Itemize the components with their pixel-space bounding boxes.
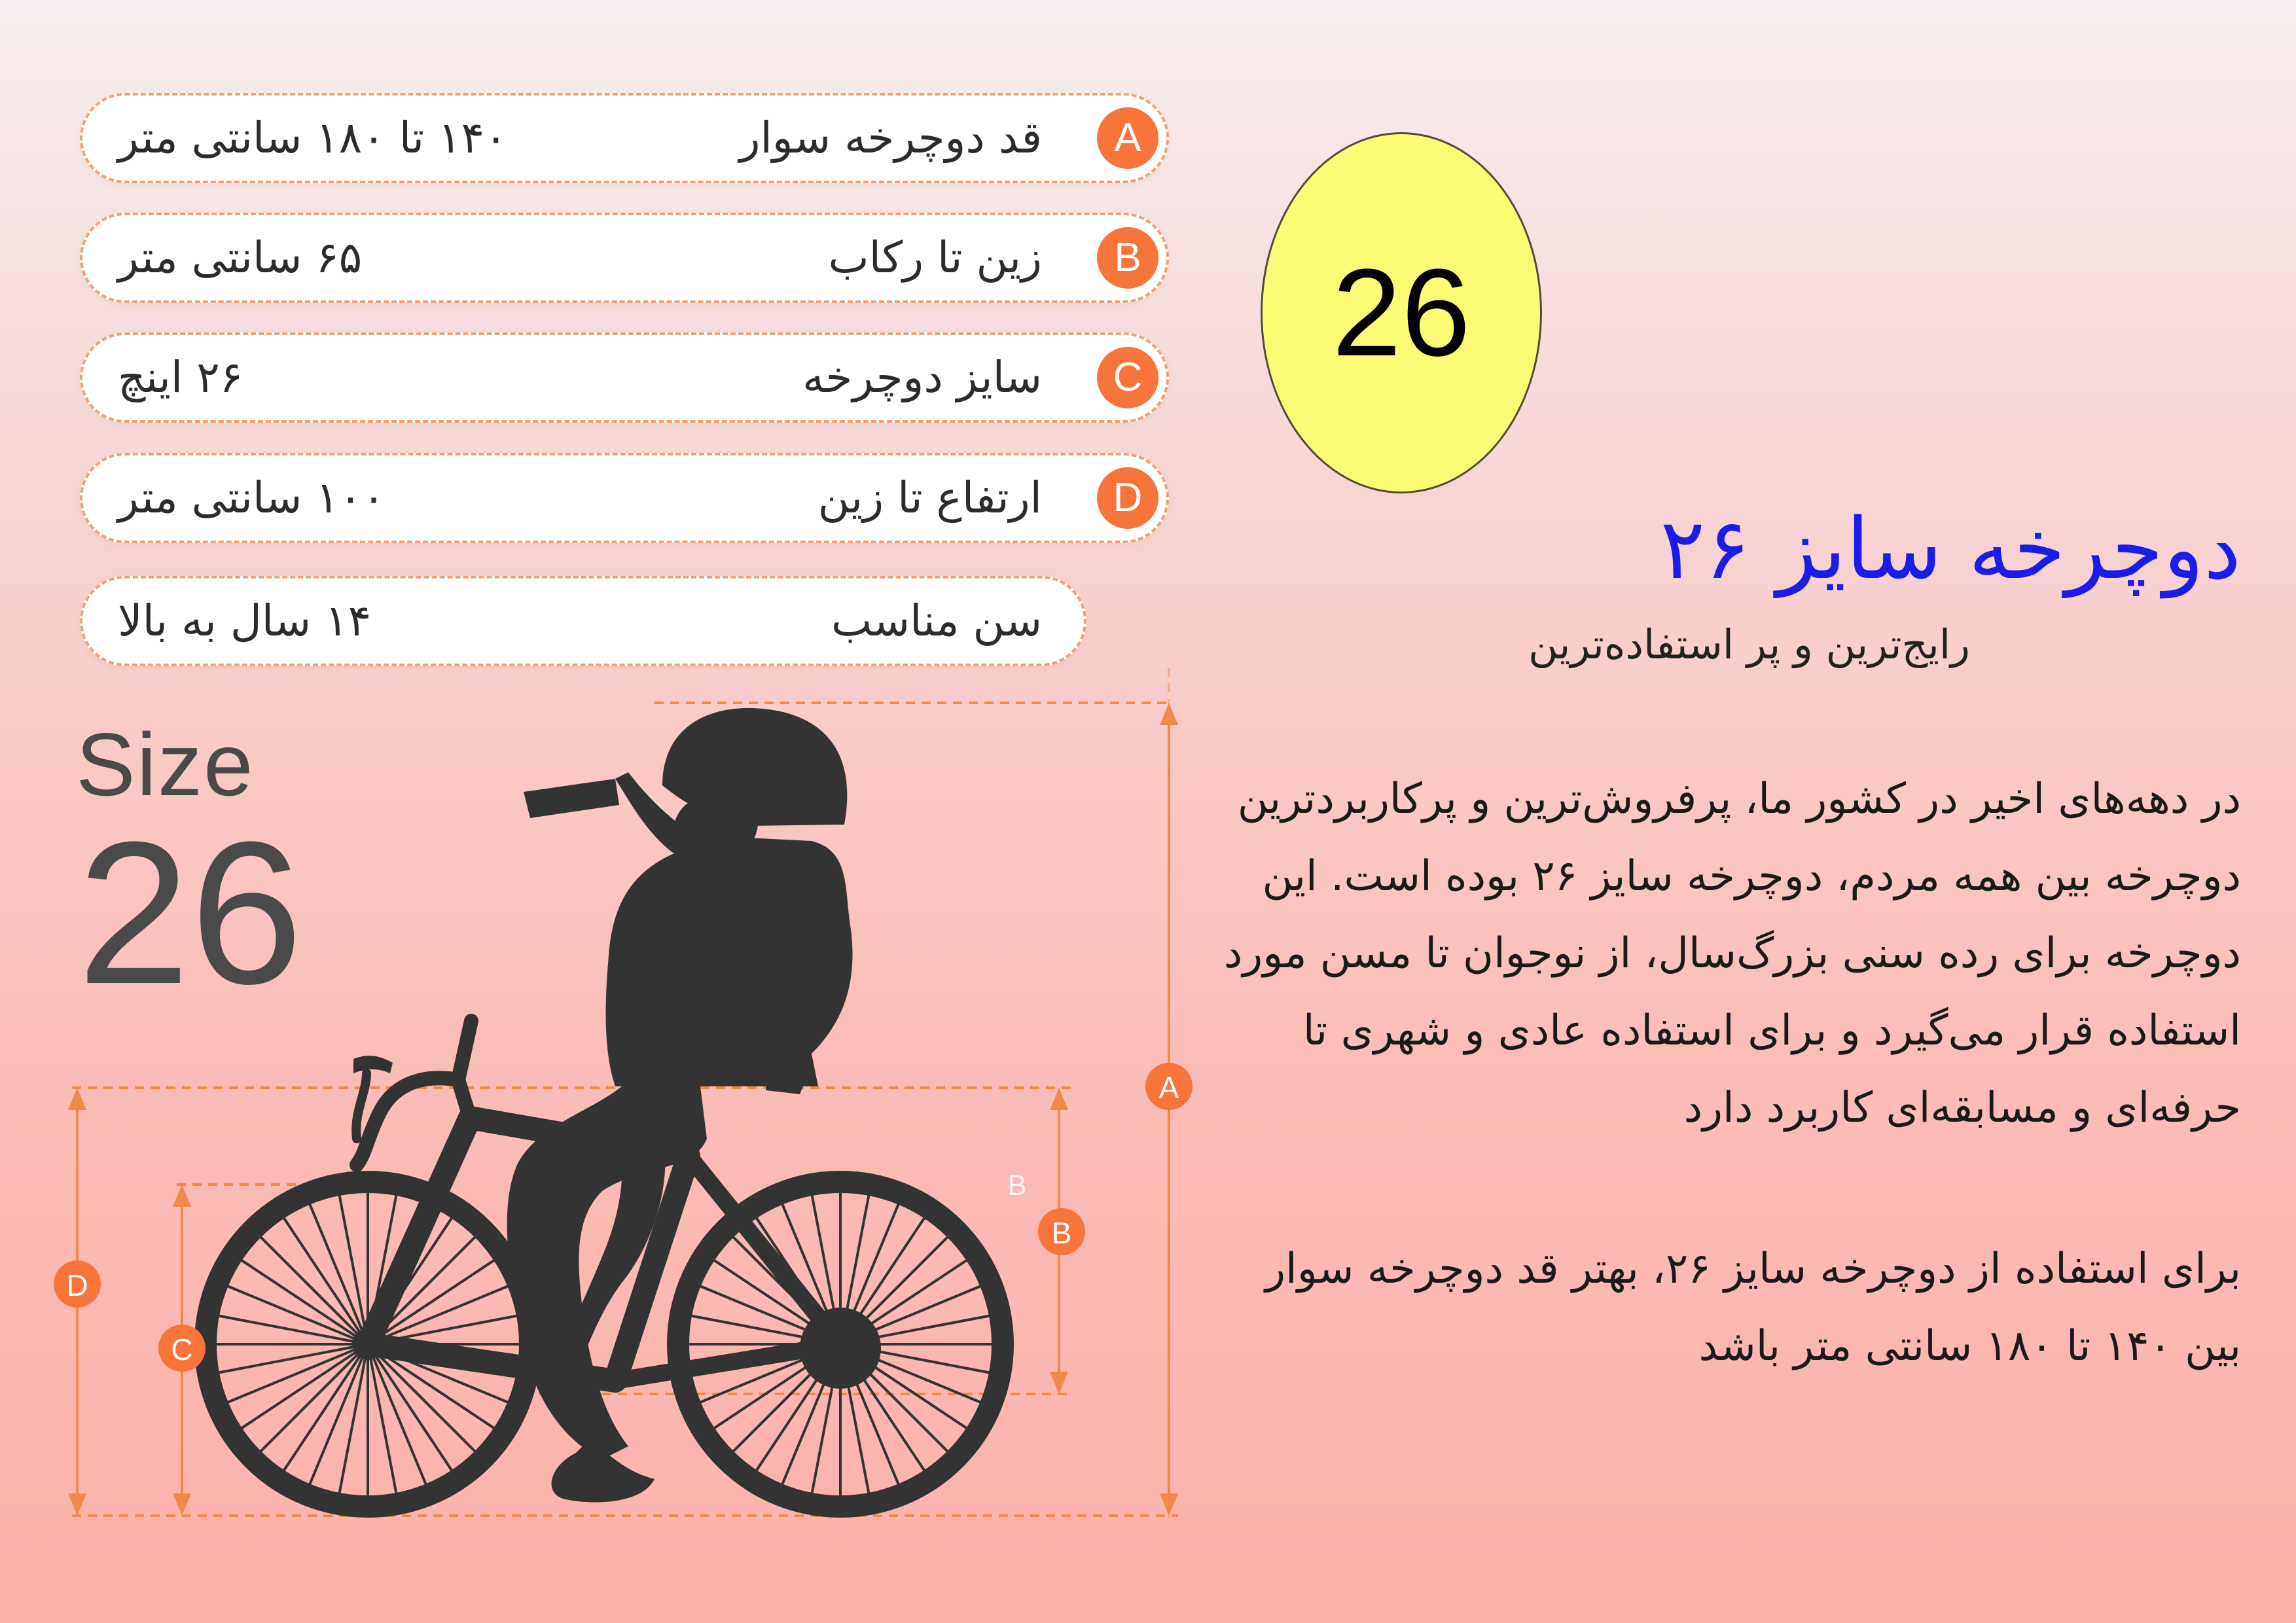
- paragraph-line: حرفه‌ای و مسابقه‌ای کاربرد دارد: [1683, 1084, 2241, 1132]
- spec-value: ۱۴۰ تا ۱۸۰ سانتی متر: [118, 113, 508, 163]
- spec-label: ارتفاع تا زین: [817, 473, 1042, 523]
- size-word: Size: [76, 715, 255, 814]
- spec-value: ۲۶ اینچ: [118, 352, 243, 402]
- size-number: 26: [77, 799, 303, 1026]
- spec-value: ۱۴ سال به بالا: [118, 596, 372, 646]
- dimension-label-b: B: [1051, 1216, 1072, 1250]
- paragraph-line: در دهه‌های اخیر در کشور ما، پرفروش‌ترین و پرکاربردترین: [1237, 775, 2241, 823]
- spec-label: زین تا رکاب: [828, 232, 1042, 283]
- dimension-badge-a: [1145, 1063, 1193, 1110]
- paragraph-line: استفاده قرار می‌گیرد و برای استفاده عادی و شهری تا: [1302, 1007, 2241, 1055]
- badge-d: D: [1097, 467, 1158, 529]
- page-subtitle: رایج‌ترین و پر استفاده‌ترین: [1528, 620, 1970, 668]
- dimension-label-d: D: [66, 1268, 88, 1302]
- paragraph-line: دوچرخه بین همه مردم، دوچرخه سایز ۲۶ بوده است. این: [1262, 852, 2241, 901]
- paragraph-line: بین ۱۴۰ تا ۱۸۰ سانتی متر باشد: [1698, 1322, 2241, 1370]
- badge-a: A: [1097, 107, 1158, 169]
- dimension-badge-c: [158, 1325, 206, 1372]
- badge-b: B: [1097, 227, 1158, 289]
- paragraph-line: برای استفاده از دوچرخه سایز ۲۶، بهتر قد دوچرخه سوار: [1265, 1245, 2241, 1293]
- spec-value: ۱۰۰ سانتی متر: [118, 473, 386, 523]
- dimension-label-b-faint: B: [1007, 1169, 1027, 1202]
- spec-label: سن مناسب: [831, 596, 1042, 646]
- page-title: دوچرخه سایز ۲۶: [1660, 501, 2241, 598]
- dimension-badge-d: [54, 1260, 101, 1308]
- spec-label: سایز دوچرخه: [802, 352, 1042, 402]
- dimension-label-c: C: [171, 1332, 193, 1366]
- badge-c: C: [1097, 347, 1158, 408]
- dimension-label-a: A: [1158, 1071, 1179, 1105]
- spec-label: قد دوچرخه سوار: [739, 113, 1042, 163]
- dimension-badge-b: [1038, 1208, 1085, 1255]
- size-oval: 26: [1261, 132, 1542, 493]
- paragraph-line: دوچرخه برای رده سنی بزرگ‌سال، از نوجوان تا مسن مورد: [1223, 929, 2241, 978]
- spec-value: ۶۵ سانتی متر: [118, 232, 363, 283]
